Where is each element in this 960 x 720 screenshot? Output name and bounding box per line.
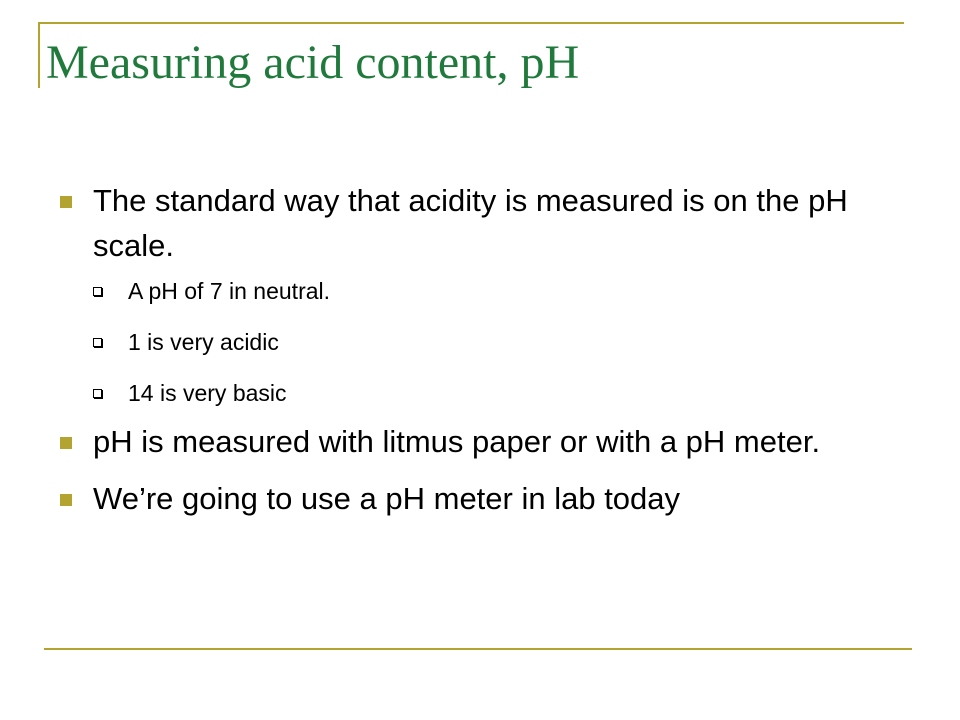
hollow-square-bullet-icon <box>93 287 102 296</box>
bullet-item <box>60 178 920 407</box>
left-rule <box>38 22 40 88</box>
hollow-square-bullet-icon <box>93 389 102 398</box>
bullet-text: pH is measured with litmus paper or with a pH meter. <box>93 424 821 459</box>
square-bullet-icon <box>60 437 72 449</box>
hollow-square-bullet-icon <box>93 338 102 347</box>
sub-bullet-item <box>93 329 920 356</box>
bullet-list <box>60 178 920 533</box>
bullet-text: The standard way that acidity is measured is on the pH scale. <box>93 183 848 263</box>
bullet-item <box>60 476 920 521</box>
bullet-text: We’re going to use a pH meter in lab today <box>93 481 681 516</box>
sub-bullet-list <box>93 278 920 407</box>
sub-bullet-text: 1 is very acidic <box>128 329 279 355</box>
slide-title: Measuring acid content, pH <box>46 36 580 89</box>
sub-bullet-item <box>93 380 920 407</box>
square-bullet-icon <box>60 494 72 506</box>
sub-bullet-item <box>93 278 920 305</box>
bullet-item <box>60 419 920 464</box>
square-bullet-icon <box>60 196 72 208</box>
sub-bullet-text: A pH of 7 in neutral. <box>128 278 331 304</box>
top-rule <box>38 22 904 24</box>
sub-bullet-text: 14 is very basic <box>128 380 287 406</box>
bottom-rule <box>44 648 912 650</box>
